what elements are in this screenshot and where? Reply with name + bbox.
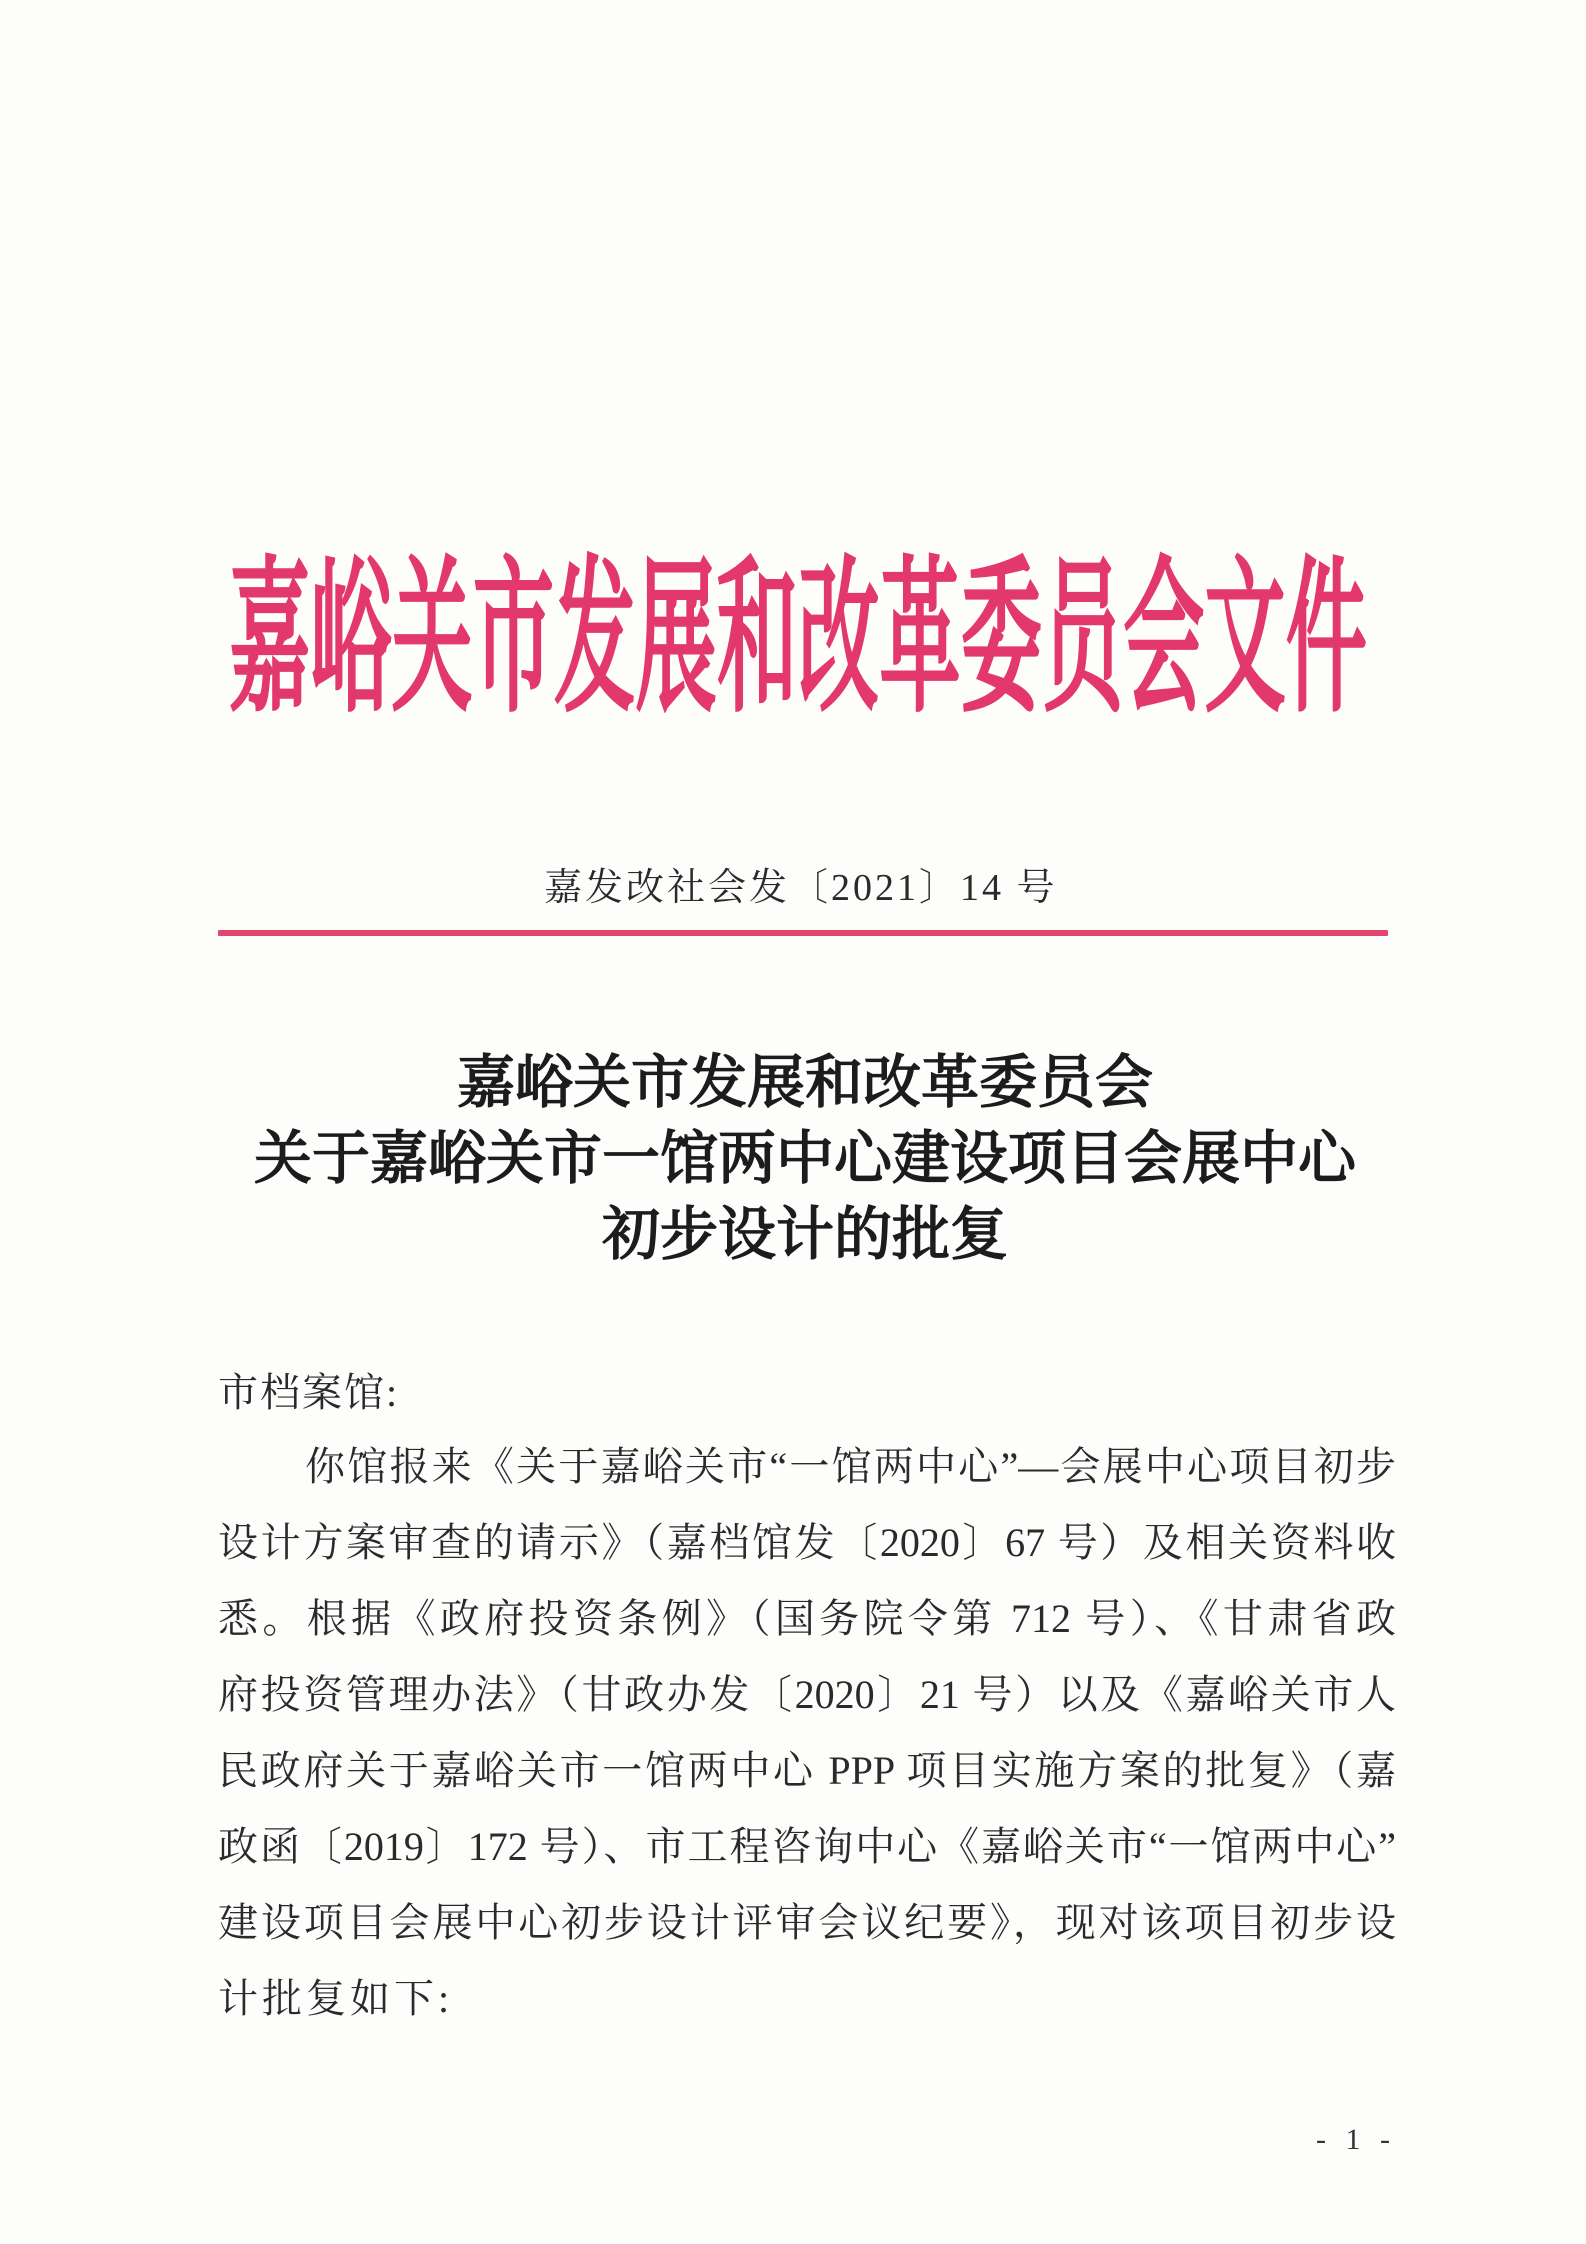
body-paragraph [218, 1429, 1396, 2037]
issuing-authority-title: 嘉峪关市发展和改革委员会文件 [229, 547, 1367, 733]
document-number: 嘉发改社会发〔2021〕14 号 [544, 867, 1058, 909]
body-line: 计批复如下: [218, 1976, 454, 2021]
body-line: 你馆报来《关于嘉峪关市“一馆两中心”—会展中心项目初步 [305, 1444, 1396, 1489]
body-line: 建设项目会展中心初步设计评审会议纪要》，现对该项目初步设 [218, 1900, 1396, 1945]
title-line: 关于嘉峪关市一馆两中心建设项目会展中心 [253, 1126, 1356, 1191]
body-line: 政函〔2019〕172 号）、市工程咨询中心《嘉峪关市“一馆两中心” [218, 1824, 1396, 1869]
body-line: 府投资管理办法》（甘政办发〔2020〕21 号）以及《嘉峪关市人 [218, 1672, 1396, 1717]
red-header-banner [0, 520, 1586, 740]
recipient-salutation: 市档案馆: [218, 1370, 400, 1415]
title-line: 初步设计的批复 [601, 1202, 1008, 1267]
body-line: 悉。根据《政府投资条例》（国务院令第 712 号）、《甘肃省政 [218, 1596, 1396, 1641]
red-separator-line [218, 930, 1388, 936]
document-title [218, 1045, 1392, 1273]
body-line: 民政府关于嘉峪关市一馆两中心 PPP 项目实施方案的批复》（嘉 [218, 1748, 1396, 1793]
page-number: - 1 - [1316, 2123, 1396, 2156]
body-line: 设计方案审查的请示》（嘉档馆发〔2020〕67 号）及相关资料收 [218, 1520, 1396, 1565]
title-line: 嘉峪关市发展和改革委员会 [456, 1050, 1153, 1115]
